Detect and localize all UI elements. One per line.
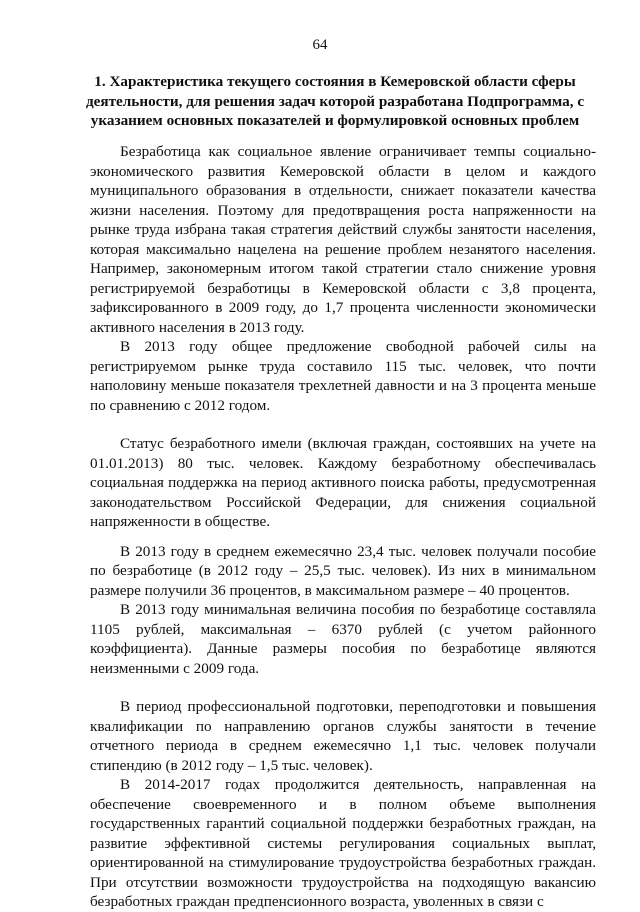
paragraph: В период профессиональной подготовки, переподготовки и повышения квалификации по направлению органов службы занятости в течение отчетного периода в среднем ежемесячно 1,1 тыс. человек получали стипендию (в 2012 году – 1,5 тыс. человек). bbox=[90, 698, 596, 774]
paragraph: Статус безработного имели (включая граждан, состоявших на учете на 01.01.2013) 80 тыс. человек. Каждому безработному обеспечивалась социальная поддержка на период активного поиска работы, предусмотренная законодательством Российской Федерации, для снижения социальной напряженности в обществе. bbox=[90, 435, 596, 530]
body-text bbox=[90, 142, 596, 912]
page-number: 64 bbox=[312, 37, 328, 53]
paragraph: В 2013 году общее предложение свободной рабочей силы на регистрируемом рынке труда составило 115 тыс. человек, что почти наполовину меньше показателя трехлетней давности и на 3 процента меньше по сравнению с 2012 годом. bbox=[90, 338, 596, 414]
paragraph: В 2013 году в среднем ежемесячно 23,4 тыс. человек получали пособие по безработице (в 2012 году – 25,5 тыс. человек). Из них в минимальном размере получили 36 процентов, в максимальном размере – 40 процентов. bbox=[90, 542, 596, 599]
paragraph: В 2013 году минимальная величина пособия по безработице составляла 1105 рублей, максимальная – 6370 рублей (с учетом районного коэффициента). Данные размеры пособия по безработице являются неизменными с 2009 года. bbox=[90, 601, 596, 677]
paragraph: В 2014-2017 годах продолжится деятельность, направленная на обеспечение своевременного и в полном объеме выполнения государственных гарантий социальной поддержки безработных граждан, на развитие эффективной системы регулирования социальных выплат, ориентированной на стимулирование трудоустройства безработных граждан. При отсутствии возможности трудоустройства на подходящую вакансию безработных граждан предпенсионного возраста, уволенных в связи с bbox=[90, 776, 596, 910]
section-heading: 1. Характеристика текущего состояния в Кемеровской области сферы деятельности, для решения задач которой разработана Подпрограмма, с указанием основных показателей и формулировкой основных проблем bbox=[85, 73, 585, 129]
paragraph: Безработица как социальное явление ограничивает темпы социально-экономического развития Кемеровской области в целом и каждого муниципального образования в отдельности, снижает показатели качества жизни населения. Поэтому для предотвращения роста напряженности на рынке труда избрана такая стратегия действий службы занятости населения, которая максимально нацелена на решение проблем незанятого населения. Например, закономерным итогом такой стратегии стало снижение уровня регистрируемой безработицы в Кемеровской области с 3,8 процента, зафиксированного в 2009 году, до 1,7 процента численности экономически активного населения в 2013 году. bbox=[90, 143, 596, 336]
